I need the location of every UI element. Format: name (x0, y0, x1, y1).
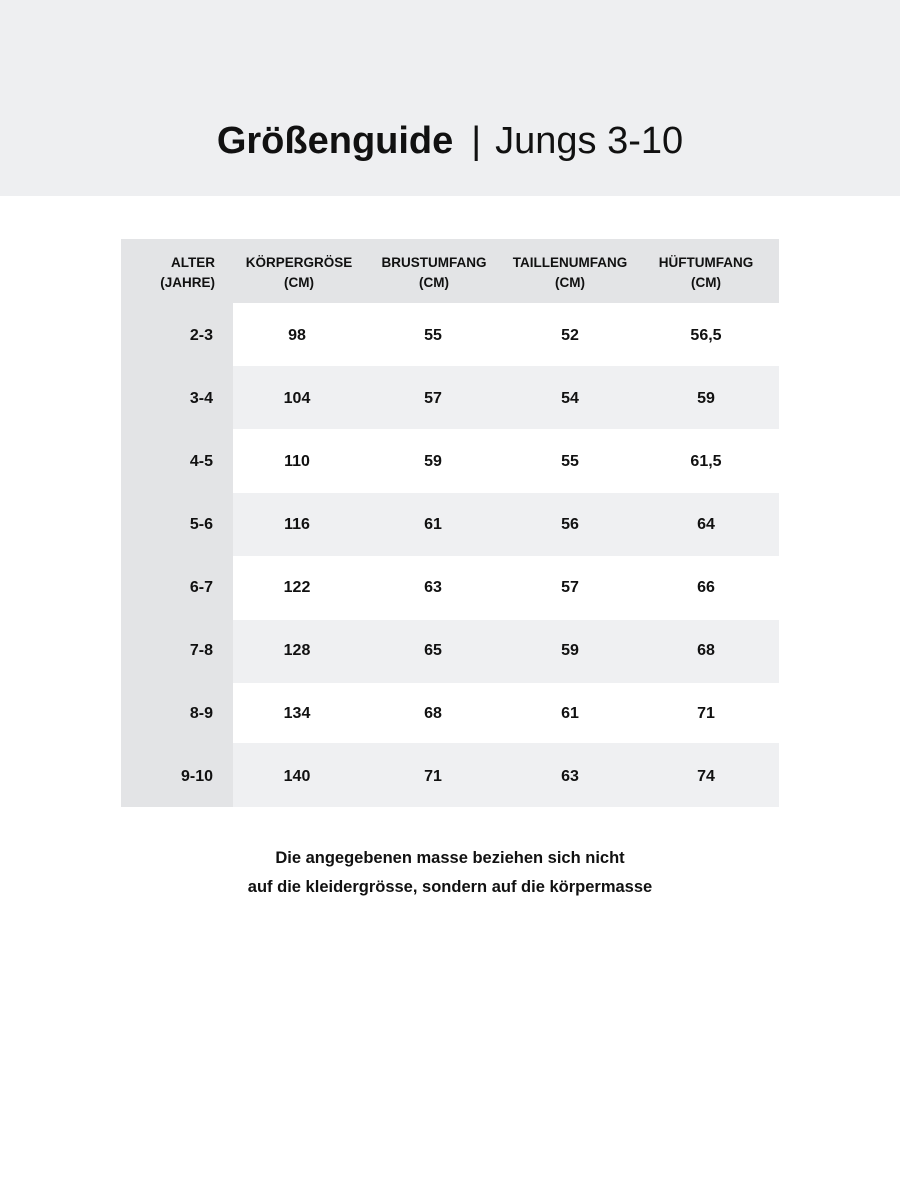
cell-hip: 71 (697, 705, 715, 722)
header-hueftumfang (636, 253, 776, 293)
cell-age: 2-3 (189, 327, 213, 344)
title-banner (0, 0, 900, 196)
cell-waist: 61 (561, 705, 579, 722)
cell-hip: 66 (697, 579, 715, 596)
cell-height: 122 (283, 579, 311, 596)
cell-age: 8-9 (189, 705, 213, 722)
cell-age: 7-8 (189, 642, 213, 659)
cell-waist: 52 (561, 327, 579, 344)
cell-hip: 64 (697, 516, 715, 533)
cell-age: 3-4 (189, 390, 213, 407)
cell-age: 5-6 (189, 516, 213, 533)
header-hueftumfang-line2: (CM) (691, 275, 721, 290)
cell-waist: 55 (561, 453, 579, 470)
title-subtitle: Jungs 3-10 (495, 120, 684, 162)
cell-waist: 59 (561, 642, 579, 659)
cell-height: 116 (284, 516, 310, 533)
cell-age: 9-10 (180, 768, 213, 785)
cell-waist: 57 (561, 579, 579, 596)
cell-age: 6-7 (189, 579, 213, 596)
cell-hip: 61,5 (690, 453, 722, 470)
cell-height: 134 (283, 705, 311, 722)
cell-age: 4-5 (189, 453, 213, 470)
cell-height: 140 (283, 768, 311, 785)
header-taillenumfang-line1: TAILLENUMFANG (512, 255, 628, 270)
cell-hip: 74 (697, 768, 715, 785)
header-koerpergroese-line2: (CM) (284, 275, 314, 290)
cell-chest: 57 (424, 390, 442, 407)
header-hueftumfang-line1: HÜFTUMFANG (658, 255, 754, 270)
cell-waist: 54 (561, 390, 579, 407)
cell-chest: 61 (424, 516, 442, 533)
header-brustumfang (364, 253, 504, 293)
note-line-2: auf die kleidergrösse, sondern auf die körpermasse (247, 878, 653, 896)
cell-chest: 68 (424, 705, 442, 722)
cell-hip: 68 (697, 642, 715, 659)
cell-waist: 56 (561, 516, 579, 533)
page-title (0, 118, 900, 164)
cell-height: 110 (284, 453, 310, 470)
cell-hip: 59 (697, 390, 715, 407)
size-table (121, 239, 779, 807)
cell-chest: 55 (424, 327, 442, 344)
title-separator: | (471, 120, 482, 162)
cell-hip: 56,5 (690, 327, 722, 344)
cell-chest: 65 (424, 642, 442, 659)
header-brustumfang-line2: (CM) (419, 275, 449, 290)
header-brustumfang-line1: BRUSTUMFANG (381, 255, 487, 270)
header-taillenumfang-line2: (CM) (555, 275, 585, 290)
cell-chest: 71 (424, 768, 442, 785)
header-alter-line1: ALTER (171, 255, 215, 270)
cell-waist: 63 (561, 768, 579, 785)
cell-height: 128 (283, 642, 311, 659)
title-main: Größenguide (216, 120, 454, 162)
note-line-1: Die angegebenen masse beziehen sich nicht (275, 849, 625, 867)
header-taillenumfang (500, 253, 640, 293)
cell-chest: 59 (424, 453, 442, 470)
header-alter-line2: (JAHRE) (160, 275, 215, 290)
cell-chest: 63 (424, 579, 442, 596)
cell-height: 104 (283, 390, 311, 407)
header-koerpergroese (229, 253, 369, 293)
header-koerpergroese-line1: KÖRPERGRÖSE (245, 255, 353, 270)
measurement-note (0, 844, 900, 902)
cell-height: 98 (288, 327, 306, 344)
